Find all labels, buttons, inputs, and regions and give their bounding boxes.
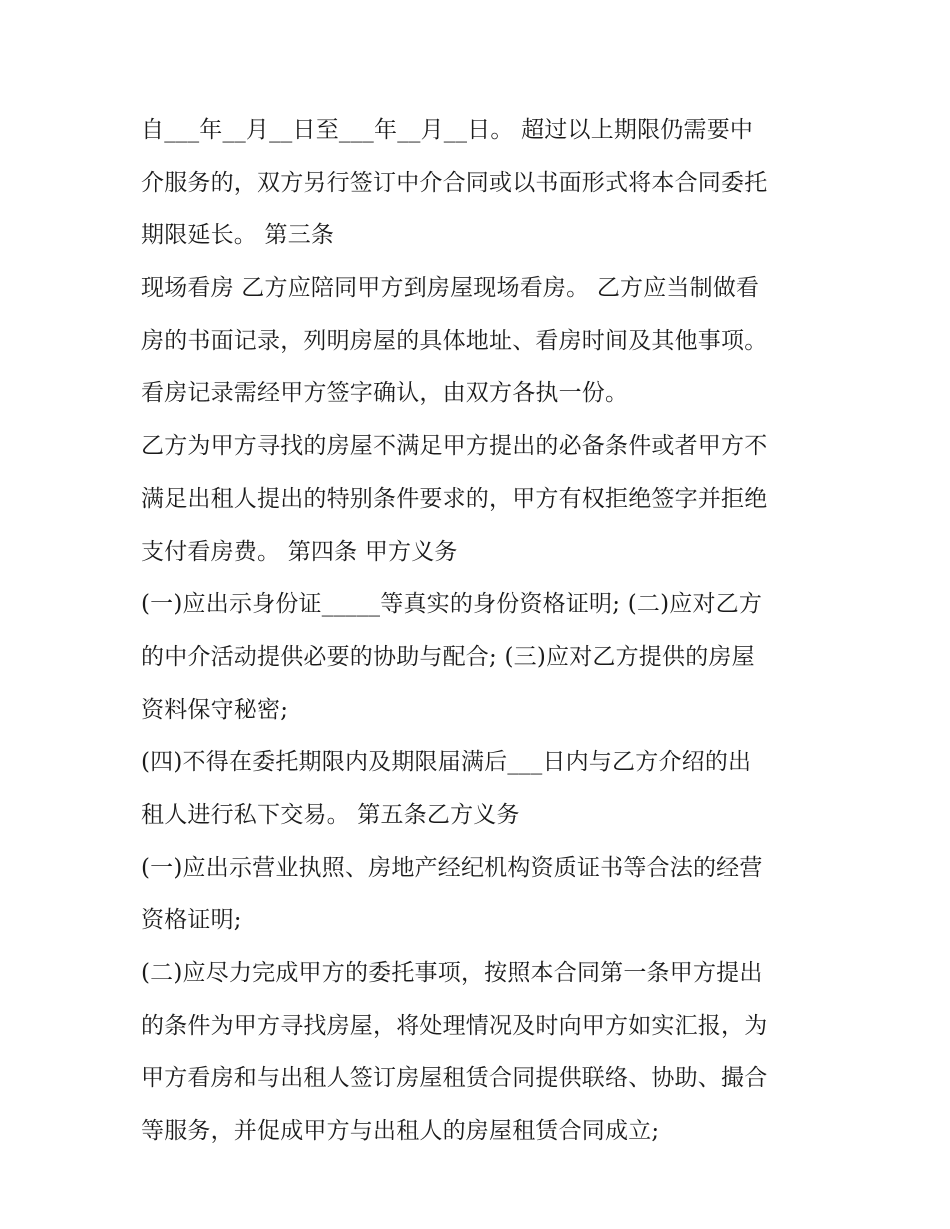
text-line: 满足出租人提出的特别条件要求的，甲方有权拒绝签字并拒绝 bbox=[141, 485, 768, 512]
text-line: 的条件为甲方寻找房屋，将处理情况及时向甲方如实汇报，为 bbox=[141, 1012, 768, 1039]
text-line: 的中介活动提供必要的协助与配合; (三)应对乙方提供的房屋 bbox=[141, 643, 755, 670]
text-line: 看房记录需经甲方签字确认，由双方各执一份。 bbox=[141, 380, 629, 407]
text-line: 期限延长。 第三条 bbox=[141, 222, 335, 249]
text-line: (四)不得在委托期限内及期限届满后___日内与乙方介绍的出 bbox=[141, 749, 752, 776]
text-line: (二)应尽力完成甲方的委托事项，按照本合同第一条甲方提出 bbox=[141, 960, 763, 986]
text-line: 介服务的，双方另行签订中介合同或以书面形式将本合同委托 bbox=[141, 169, 768, 196]
text-line: 现场看房 乙方应陪同甲方到房屋现场看房。 乙方应当制做看 bbox=[141, 275, 760, 302]
text-line: 房的书面记录，列明房屋的具体地址、看房时间及其他事项。 bbox=[141, 327, 768, 354]
text-line: 资料保守秘密; bbox=[141, 696, 289, 723]
document-body bbox=[141, 104, 821, 1158]
text-line: (一)应出示营业执照、房地产经纪机构资质证书等合法的经营 bbox=[141, 854, 763, 881]
text-line: 甲方看房和与出租人签订房屋租赁合同提供联络、协助、撮合 bbox=[141, 1065, 768, 1092]
text-line: 等服务，并促成甲方与出租人的房屋租赁合同成立; bbox=[141, 1118, 660, 1145]
text-line: (一)应出示身份证_____等真实的身份资格证明; (二)应对乙方 bbox=[141, 591, 763, 618]
text-line: 租人进行私下交易。 第五条乙方义务 bbox=[141, 801, 520, 828]
text-line: 乙方为甲方寻找的房屋不满足甲方提出的必备条件或者甲方不 bbox=[141, 433, 768, 460]
text-line: 自___年__月__日至___年__月__日。 超过以上期限仍需要中 bbox=[141, 117, 754, 143]
text-line: 资格证明; bbox=[141, 907, 242, 934]
text-line: 支付看房费。 第四条 甲方义务 bbox=[141, 538, 458, 565]
